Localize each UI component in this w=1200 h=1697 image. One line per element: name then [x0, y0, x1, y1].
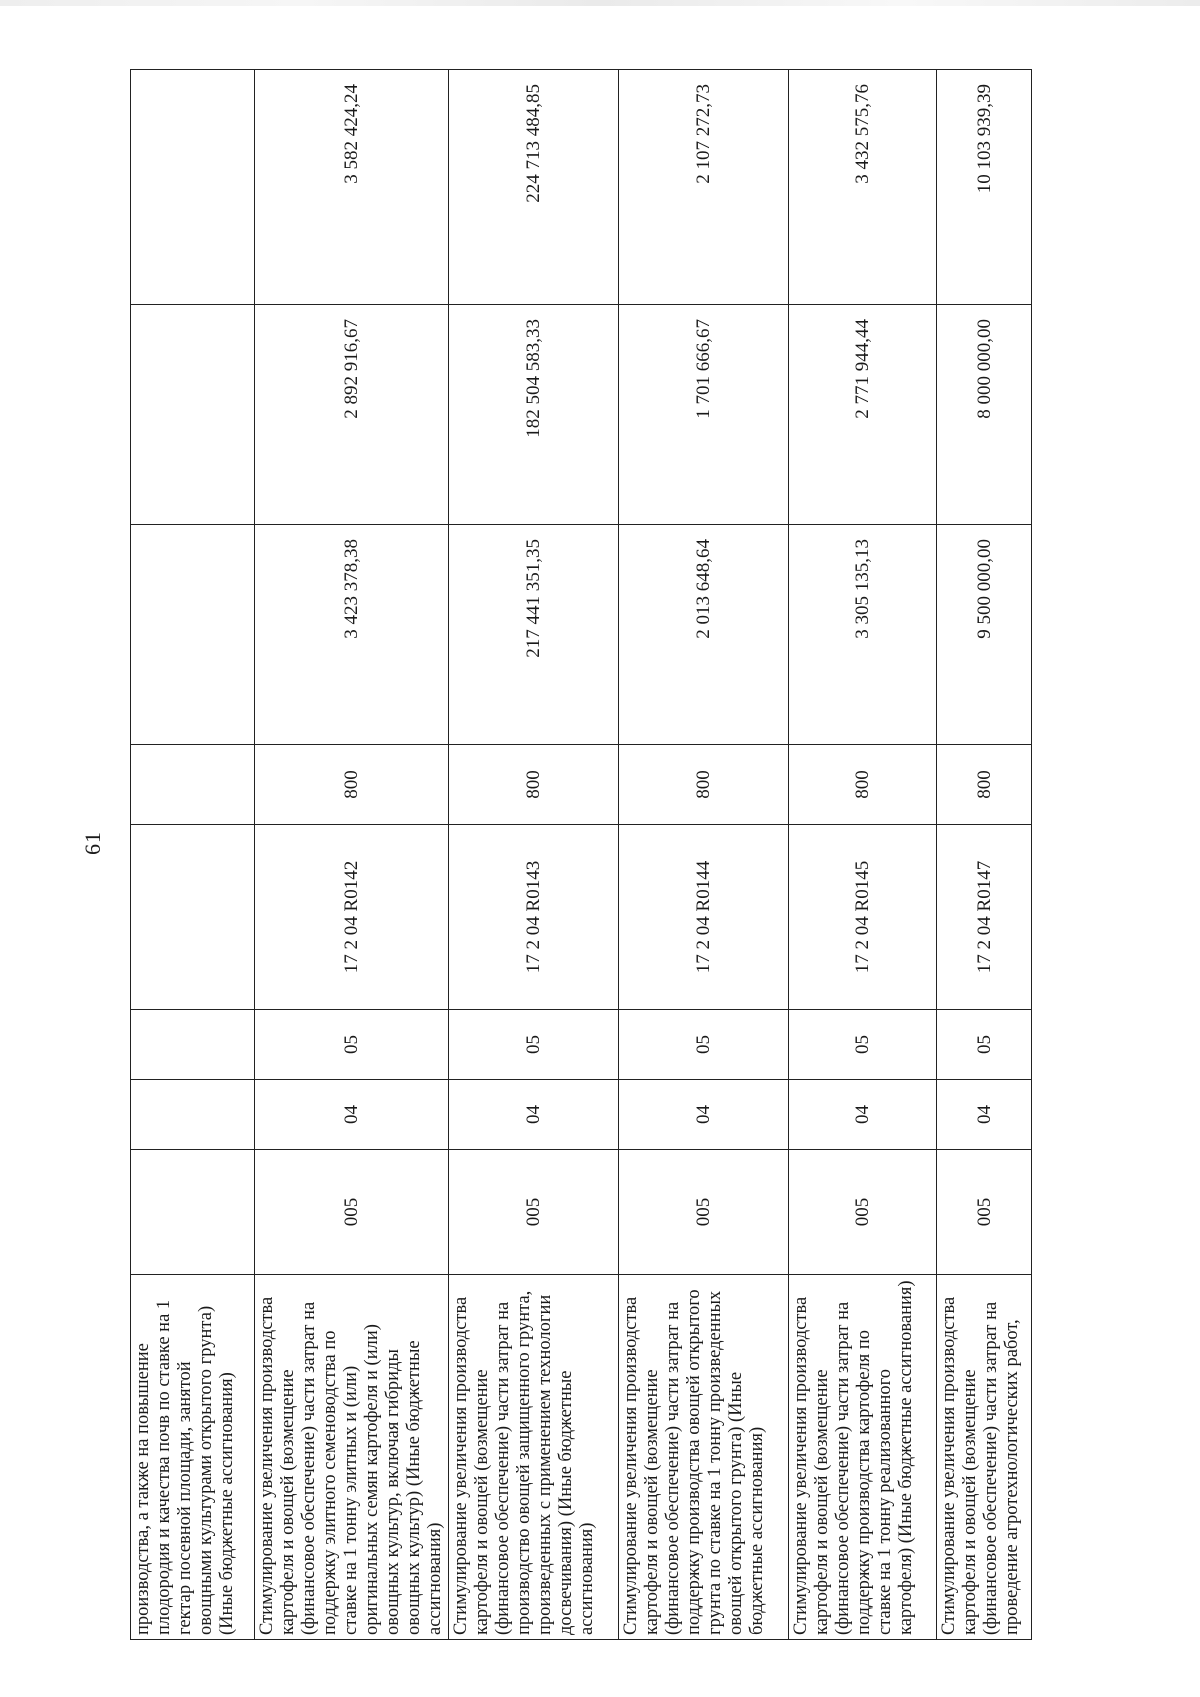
section-code: 04: [789, 1080, 937, 1150]
section-code: 04: [619, 1080, 789, 1150]
budget-table-container: [130, 70, 1200, 1640]
row-description: Стимулирование увеличения производства картофеля и овощей (возмещение (финансовое обеспечение) части затрат на поддержку элитного семеноводства по ставке на 1 тонну элитных и (или) оригинальных семян картофеля и (или) овощных культур, включая гибриды овощных культур) (Иные бюджетные ассигнования): [255, 1275, 449, 1640]
ministry-code: 005: [619, 1150, 789, 1275]
ministry-code: 005: [937, 1150, 1032, 1275]
amount-2: 1 701 666,67: [619, 305, 789, 525]
expense-type: [131, 745, 255, 825]
row-description: Стимулирование увеличения производства картофеля и овощей (возмещение (финансовое обеспечение) части затрат на поддержку производства картофеля по ставке на 1 тонну реализованного картофеля) (Иные бюджетные ассигнования): [789, 1275, 937, 1640]
subsection-code: 05: [449, 1010, 619, 1080]
amount-1: 3 423 378,38: [255, 525, 449, 745]
subsection-code: 05: [619, 1010, 789, 1080]
subsection-code: 05: [937, 1010, 1032, 1080]
amount-3: 3 432 575,76: [789, 70, 937, 305]
expense-type: 800: [937, 745, 1032, 825]
target-article: 17 2 04 R0147: [937, 825, 1032, 1010]
target-article: 17 2 04 R0144: [619, 825, 789, 1010]
expense-type: 800: [449, 745, 619, 825]
section-code: 04: [449, 1080, 619, 1150]
target-article: 17 2 04 R0143: [449, 825, 619, 1010]
row-description: производства, а также на повышение плодородия и качества почв по ставке на 1 гектар посевной площади, занятой овощными культурами открытого грунта) (Иные бюджетные ассигнования): [131, 1275, 255, 1640]
amount-2: 2 771 944,44: [789, 305, 937, 525]
section-code: 04: [255, 1080, 449, 1150]
row-description: Стимулирование увеличения производства картофеля и овощей (возмещение (финансовое обеспечение) части затрат на поддержку производства овощей открытого грунта по ставке на 1 тонну произведенных овощей открытого грунта) (Иные бюджетные ассигнования): [619, 1275, 789, 1640]
amount-2: 8 000 000,00: [937, 305, 1032, 525]
amount-3: 3 582 424,24: [255, 70, 449, 305]
amount-3: 2 107 272,73: [619, 70, 789, 305]
table-row: [449, 70, 619, 1640]
ministry-code: [131, 1150, 255, 1275]
expense-type: 800: [789, 745, 937, 825]
ministry-code: 005: [449, 1150, 619, 1275]
ministry-code: 005: [789, 1150, 937, 1275]
row-description: Стимулирование увеличения производства картофеля и овощей (возмещение (финансовое обеспечение) части затрат на производство овощей защищенного грунта, произведенных с применением технологии досвечивания) (Иные бюджетные ассигнования): [449, 1275, 619, 1640]
subsection-code: 05: [255, 1010, 449, 1080]
target-article: 17 2 04 R0145: [789, 825, 937, 1010]
row-description: Стимулирование увеличения производства картофеля и овощей (возмещение (финансовое обеспечение) части затрат на проведение агротехнологических работ,: [937, 1275, 1032, 1640]
expense-type: 800: [255, 745, 449, 825]
amount-1: 3 305 135,13: [789, 525, 937, 745]
amount-3: 10 103 939,39: [937, 70, 1032, 305]
target-article: 17 2 04 R0142: [255, 825, 449, 1010]
page-number: 61: [80, 831, 105, 855]
amount-2: 2 892 916,67: [255, 305, 449, 525]
section-code: [131, 1080, 255, 1150]
amount-1: 217 441 351,35: [449, 525, 619, 745]
target-article: [131, 825, 255, 1010]
scan-edge: [0, 0, 1200, 6]
amount-1: [131, 525, 255, 745]
subsection-code: 05: [789, 1010, 937, 1080]
table-row: [937, 70, 1032, 1640]
subsection-code: [131, 1010, 255, 1080]
budget-table: [130, 69, 1032, 1640]
section-code: 04: [937, 1080, 1032, 1150]
table-row: [131, 70, 255, 1640]
table-row: [255, 70, 449, 1640]
table-row: [619, 70, 789, 1640]
amount-2: 182 504 583,33: [449, 305, 619, 525]
amount-1: 9 500 000,00: [937, 525, 1032, 745]
amount-2: [131, 305, 255, 525]
table-row: [789, 70, 937, 1640]
amount-3: [131, 70, 255, 305]
amount-3: 224 713 484,85: [449, 70, 619, 305]
amount-1: 2 013 648,64: [619, 525, 789, 745]
ministry-code: 005: [255, 1150, 449, 1275]
expense-type: 800: [619, 745, 789, 825]
